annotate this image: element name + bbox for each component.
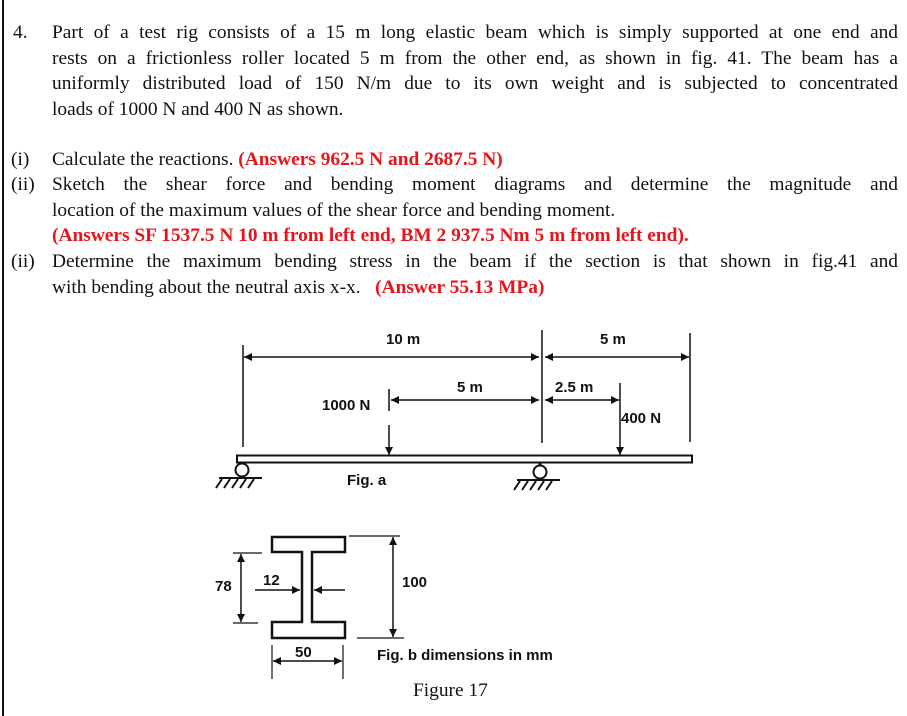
figure-a-caption: Fig. a	[347, 472, 387, 489]
figure-caption: Figure 17	[413, 680, 488, 701]
i-beam-outline	[272, 537, 345, 638]
label-dim-5m-inner: 5 m	[457, 379, 483, 396]
part-text: Calculate the reactions.	[52, 149, 239, 170]
beam	[237, 456, 692, 463]
intro-line: loads of 1000 N and 400 N as shown.	[52, 98, 344, 120]
label-dim-12: 12	[263, 572, 280, 589]
intro-line: Part of a test rig consists of a 15 m long elastic beam which is simply supported at one end and	[52, 22, 898, 43]
label-dim-100: 100	[402, 574, 428, 591]
part-text: location of the maximum values of the shear force and bending moment.	[52, 199, 616, 221]
part-label: (ii)	[11, 174, 35, 195]
part-text: Determine the maximum bending stress in the beam if the section is that shown in fig.41 and	[52, 251, 898, 272]
question-number: 4.	[13, 22, 28, 43]
label-dim-5m-right: 5 m	[600, 331, 626, 348]
label-dim-50: 50	[295, 644, 312, 661]
answer-text: (Answers 962.5 N and 2687.5 N)	[238, 149, 503, 170]
label-dim-10m: 10 m	[386, 331, 421, 348]
figure-b-caption: Fig. b dimensions in mm	[377, 647, 553, 664]
label-load-1000n: 1000 N	[322, 397, 371, 414]
answer-text: (Answer 55.13 MPa)	[375, 276, 545, 298]
answer-text: (Answers SF 1537.5 N 10 m from left end, BM 2 937.5 Nm 5 m from left end).	[52, 225, 689, 246]
label-dim-2-5m: 2.5 m	[555, 379, 594, 396]
intro-line: uniformly distributed load of 150 N/m due to its own weight and is subjected to concentrated	[52, 73, 898, 94]
roller-support-icon	[514, 462, 560, 490]
part-label: (i)	[11, 149, 30, 170]
pin-support-icon	[216, 464, 262, 489]
label-dim-78: 78	[215, 578, 232, 595]
intro-line: rests on a frictionless roller located 5 m from the other end, as shown in fig. 41. The beam has a	[52, 47, 898, 69]
part-text: Sketch the shear force and bending moment diagrams and determine the magnitude and	[52, 174, 898, 195]
label-load-400n: 400 N	[621, 410, 662, 427]
part-label: (ii)	[11, 251, 35, 272]
part-text: with bending about the neutral axis x-x.	[52, 276, 366, 298]
